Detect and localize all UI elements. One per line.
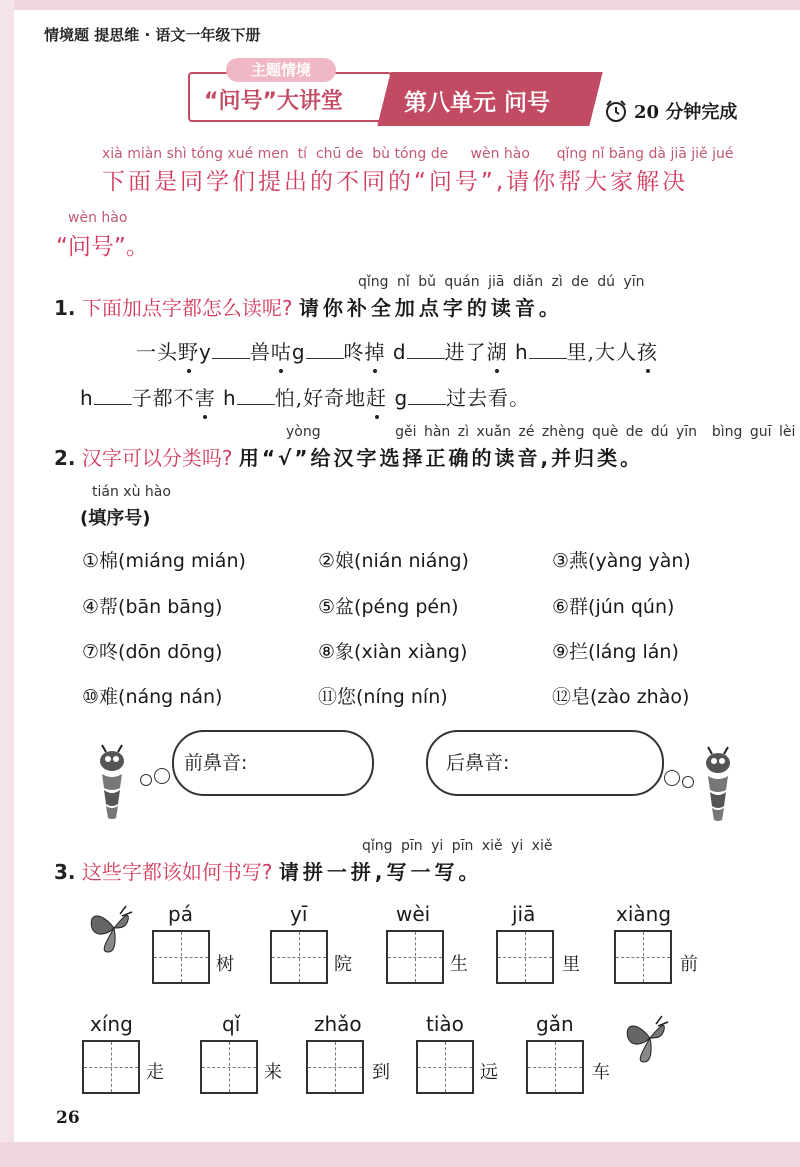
- page-frame-left: [0, 0, 14, 1167]
- intro-pinyin-2: wèn hào: [68, 210, 128, 226]
- unit-title: 第八单元 问号: [404, 90, 551, 116]
- q1-sentence-line2: h 子都不害 h 怕,好奇地赶 g 过去看。: [80, 386, 531, 410]
- pinyin-label: gǎn: [536, 1012, 574, 1036]
- writing-box[interactable]: [270, 930, 328, 984]
- pinyin-label: xiàng: [616, 902, 672, 926]
- word-char: 来: [264, 1062, 282, 1083]
- pinyin-label: xíng: [90, 1012, 133, 1036]
- answer-blank[interactable]: [306, 358, 344, 359]
- thought-bubble-dot: [664, 770, 680, 786]
- pinyin-label: yī: [290, 902, 308, 926]
- butterfly-icon: [622, 1010, 678, 1066]
- front-nasal-label: 前鼻音:: [184, 752, 248, 774]
- intro-text-line2: “问号”。: [56, 234, 149, 260]
- dotted-char: 咕: [270, 340, 292, 364]
- writing-box[interactable]: [614, 930, 672, 984]
- caterpillar-icon: [94, 744, 130, 820]
- q2-number: 2.: [54, 446, 76, 470]
- option-12[interactable]: ⑫皂(zào zhào): [552, 686, 690, 708]
- q1-sentence-line1: 一头野y 兽咕g 咚掉 d 进了湖 h 里,大人孩: [136, 340, 659, 364]
- intro-pinyin: xià miàn shì tóng xué men tí chū de bù tóng de wèn hào qǐng nǐ bāng dà jiā jiě jué: [102, 146, 734, 162]
- option-2[interactable]: ②娘(nián niáng): [318, 550, 469, 572]
- writing-box[interactable]: [306, 1040, 364, 1094]
- writing-box[interactable]: [416, 1040, 474, 1094]
- q1-instruction: 请你补全加点字的读音。: [298, 296, 563, 320]
- answer-blank[interactable]: [529, 358, 567, 359]
- q3-instruction: 请拼一拼,写一写。: [278, 860, 483, 884]
- q2-fill-pinyin: tián xù hào: [92, 484, 171, 500]
- word-char: 车: [592, 1062, 610, 1083]
- timer-text: 20 分钟完成: [634, 102, 738, 123]
- q3-number: 3.: [54, 860, 76, 884]
- dotted-char: 湖: [486, 340, 508, 364]
- word-char: 远: [480, 1062, 498, 1083]
- q1-number: 1.: [54, 296, 76, 320]
- option-4[interactable]: ④帮(bān bāng): [82, 596, 223, 618]
- option-6[interactable]: ⑥群(jún qún): [552, 596, 675, 618]
- option-10[interactable]: ⑩难(náng nán): [82, 686, 223, 708]
- pinyin-label: pá: [168, 902, 193, 926]
- pinyin-label: qǐ: [222, 1012, 241, 1036]
- q2-fill-label: (填序号): [80, 508, 151, 529]
- pinyin-label: zhǎo: [314, 1012, 362, 1036]
- thought-bubble-dot: [140, 774, 152, 786]
- writing-box[interactable]: [386, 930, 444, 984]
- dotted-char: 赶: [366, 386, 388, 410]
- q2-pinyin: yòng gěi hàn zì xuǎn zé zhèng què de dú yīn bìng guī lèi: [286, 424, 796, 440]
- option-7[interactable]: ⑦咚(dōn dōng): [82, 641, 223, 663]
- dotted-char: 害: [194, 386, 216, 410]
- q3-title: 这些字都该如何书写?: [81, 860, 273, 884]
- q1-pinyin: qǐng nǐ bǔ quán jiā diǎn zì de dú yīn: [358, 274, 645, 290]
- writing-box[interactable]: [496, 930, 554, 984]
- answer-blank[interactable]: [94, 404, 132, 405]
- writing-box[interactable]: [526, 1040, 584, 1094]
- pinyin-label: wèi: [396, 902, 431, 926]
- theme-badge: 主题情境: [226, 58, 336, 82]
- option-5[interactable]: ⑤盆(péng pén): [318, 596, 459, 618]
- word-char: 前: [680, 954, 698, 975]
- pinyin-label: jiā: [512, 902, 536, 926]
- writing-box[interactable]: [200, 1040, 258, 1094]
- answer-blank[interactable]: [212, 358, 250, 359]
- dotted-char: 掉: [364, 340, 386, 364]
- q1-heading: [54, 292, 563, 321]
- q2-instruction: 用“√”给汉字选择正确的读音,并归类。: [238, 446, 644, 470]
- word-char: 院: [334, 954, 352, 975]
- intro-text-line1: 下面是同学们提出的不同的“问号”,请你帮大家解决: [102, 169, 689, 195]
- back-nasal-label: 后鼻音:: [446, 752, 510, 774]
- writing-box[interactable]: [152, 930, 210, 984]
- thought-bubble-dot: [682, 776, 694, 788]
- option-9[interactable]: ⑨拦(láng lán): [552, 641, 679, 663]
- butterfly-icon: [86, 900, 142, 956]
- word-char: 到: [372, 1062, 390, 1083]
- series-header: 情境题 提思维 · 语文一年级下册: [44, 26, 261, 44]
- answer-blank[interactable]: [408, 404, 446, 405]
- thought-bubble-dot: [154, 768, 170, 784]
- dotted-char: 孩: [637, 340, 659, 364]
- word-char: 树: [216, 954, 234, 975]
- answer-blank[interactable]: [407, 358, 445, 359]
- writing-box[interactable]: [82, 1040, 140, 1094]
- word-char: 里: [562, 954, 580, 975]
- caterpillar-icon: [700, 746, 736, 822]
- alarm-clock-icon: [604, 99, 628, 123]
- answer-blank[interactable]: [237, 404, 275, 405]
- option-8[interactable]: ⑧象(xiàn xiàng): [318, 641, 468, 663]
- pinyin-label: tiào: [426, 1012, 464, 1036]
- q2-heading: [54, 442, 643, 471]
- word-char: 走: [146, 1062, 164, 1083]
- q1-title: 下面加点字都怎么读呢?: [81, 296, 293, 320]
- page-number: 26: [56, 1108, 80, 1128]
- dotted-char: 野: [178, 340, 199, 364]
- q3-heading: [54, 856, 482, 885]
- q2-title: 汉字可以分类吗?: [81, 446, 233, 470]
- option-3[interactable]: ③燕(yàng yàn): [552, 550, 691, 572]
- word-char: 生: [450, 954, 468, 975]
- page-frame-bottom: [0, 1142, 800, 1167]
- option-11[interactable]: ⑪您(níng nín): [318, 686, 448, 708]
- q3-pinyin: qǐng pīn yi pīn xiě yi xiě: [362, 838, 553, 854]
- option-1[interactable]: ①棉(miáng mián): [82, 550, 246, 572]
- theme-title: “问号”大讲堂: [204, 89, 343, 114]
- page-frame-top: [0, 0, 800, 10]
